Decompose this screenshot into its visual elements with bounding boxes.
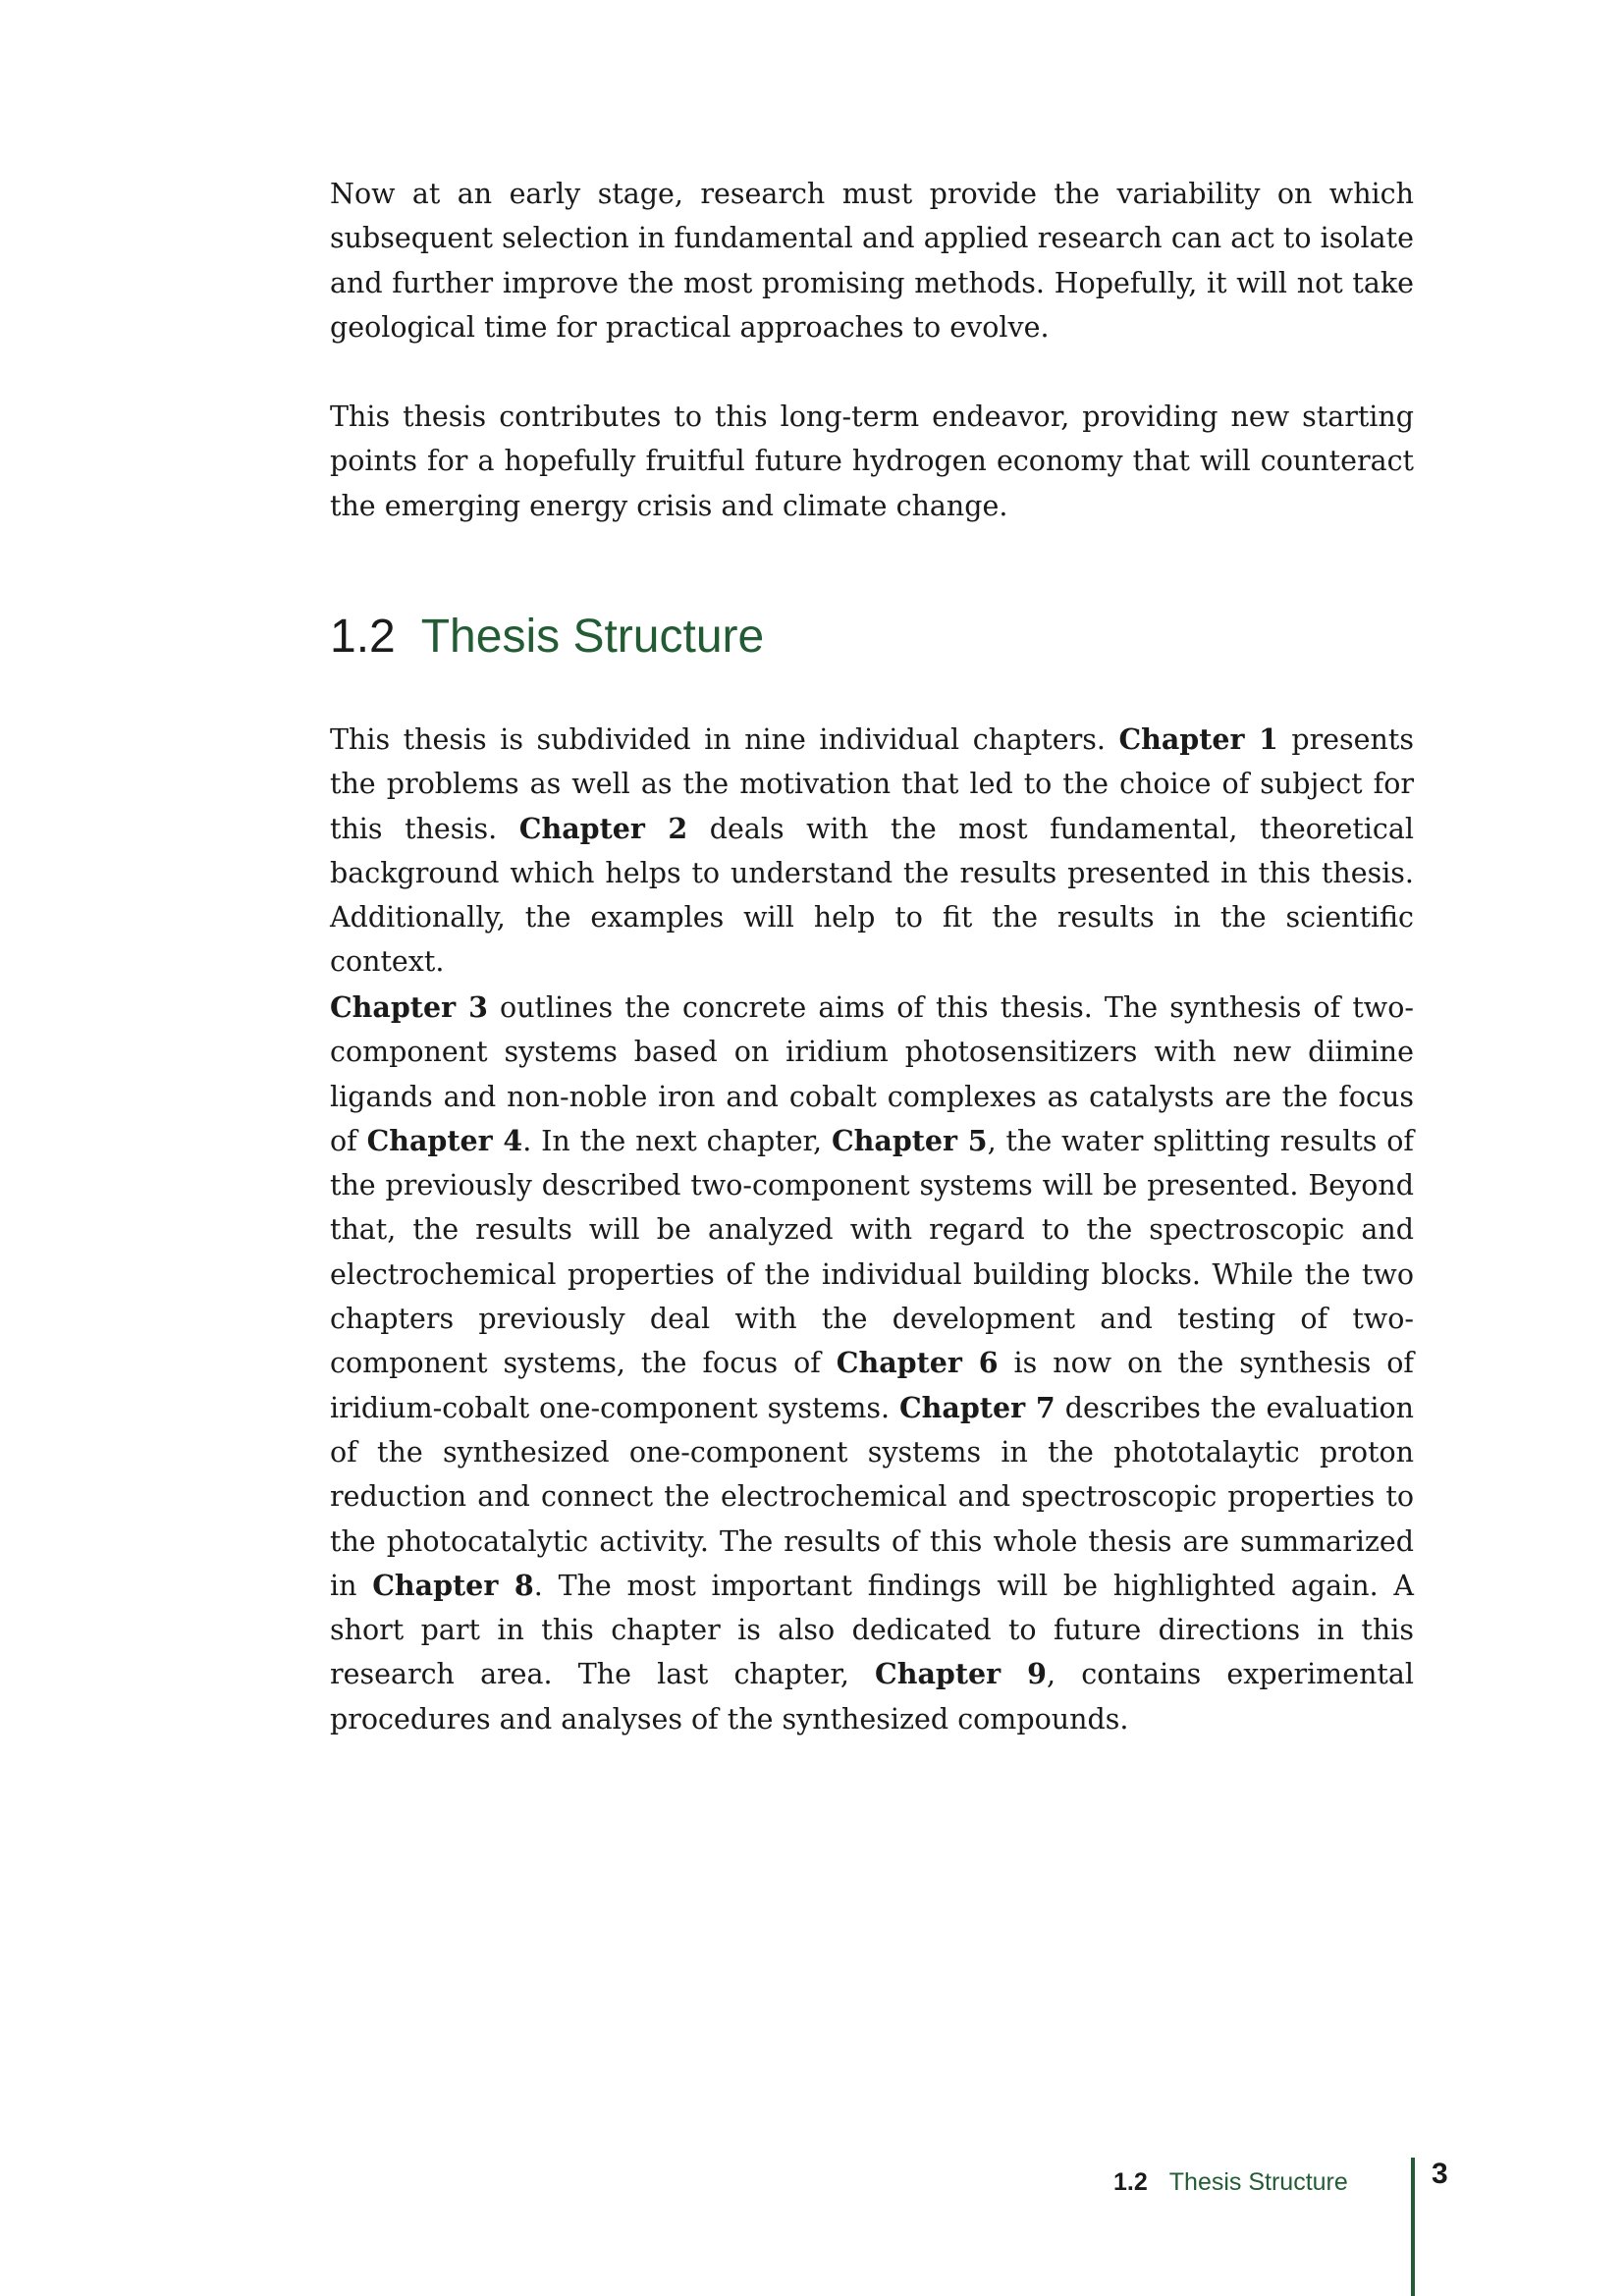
paragraph-text — [330, 986, 1414, 1741]
paragraph-text: Now at an early stage, research must provide the variability on which subsequent selection in fundamental and applied research can act to isolate and further improve the most promising methods. Hopefully, it will not take geological time for practical approaches to evolve. — [330, 178, 1414, 344]
text-run: deals with the most fundamental, theoretical background which helps to understand the results presented in this thesis. Additionally, the examples will help to fit the results in the scientific context. — [330, 812, 1414, 979]
text-run: , contains experimental procedures and analyses of the synthesized compounds. — [330, 1658, 1414, 1735]
chapter-reference: Chapter 5 — [831, 1123, 988, 1157]
chapter-reference: Chapter 9 — [875, 1657, 1048, 1691]
text-run: . In the next chapter, — [522, 1124, 832, 1157]
chapter-reference: Chapter 4 — [366, 1123, 523, 1157]
chapter-reference: Chapter 8 — [372, 1568, 534, 1602]
text-run: is now on the synthesis of iridium-cobalt one-component systems. — [330, 1347, 1414, 1424]
chapter-reference: Chapter 7 — [899, 1390, 1056, 1424]
section-number: 1.2 — [330, 611, 396, 663]
text-run: presents the problems as well as the motivation that led to the choice of subject for this thesis. — [330, 723, 1414, 845]
paragraph-text — [330, 718, 1414, 985]
body-paragraph — [330, 718, 1414, 985]
body-paragraph — [330, 395, 1414, 528]
section-title: Thesis Structure — [420, 611, 765, 663]
body-paragraph — [330, 986, 1414, 1741]
chapter-reference: Chapter 6 — [836, 1346, 999, 1380]
text-run: describes the evaluation of the synthesized one-component systems in the phototalaytic proton reduction and connect the electrochemical and spectroscopic properties to the photocatalytic activity. The results of this whole thesis are summarized in — [330, 1391, 1414, 1602]
body-paragraph — [330, 172, 1414, 349]
text-run: outlines the concrete aims of this thesis. The synthesis of two-component systems based on iridium photosensitizers with new diimine ligands and non-noble iron and cobalt complexes as catalysts are the focus of — [330, 991, 1414, 1157]
section-heading — [330, 606, 764, 668]
footer-section-title: Thesis Structure — [1168, 2168, 1348, 2196]
page-number: 3 — [1432, 2158, 1448, 2190]
running-footer — [1113, 2166, 1348, 2198]
chapter-reference: Chapter 1 — [1118, 722, 1278, 756]
footer-divider — [1411, 2158, 1415, 2296]
chapter-reference: Chapter 3 — [330, 990, 488, 1024]
text-run: This thesis is subdivided in nine individual chapters. — [330, 723, 1119, 756]
text-run: . The most important findings will be highlighted again. A short part in this chapter is also dedicated to future directions in this research area. The last chapter, — [330, 1569, 1414, 1691]
chapter-reference: Chapter 2 — [518, 811, 688, 845]
paragraph-text: This thesis contributes to this long-term endeavor, providing new starting points for a hopefully fruitful future hydrogen economy that will counteract the emerging energy crisis and climate change. — [330, 400, 1414, 522]
text-run: , the water splitting results of the previously described two-component systems will be presented. Beyond that, the results will be analyzed with regard to the spectroscopic and electrochemical properties of the individual building blocks. While the two chapters previously deal with the development and testing of two-component systems, the focus of — [330, 1124, 1414, 1380]
footer-section-number: 1.2 — [1113, 2168, 1148, 2196]
